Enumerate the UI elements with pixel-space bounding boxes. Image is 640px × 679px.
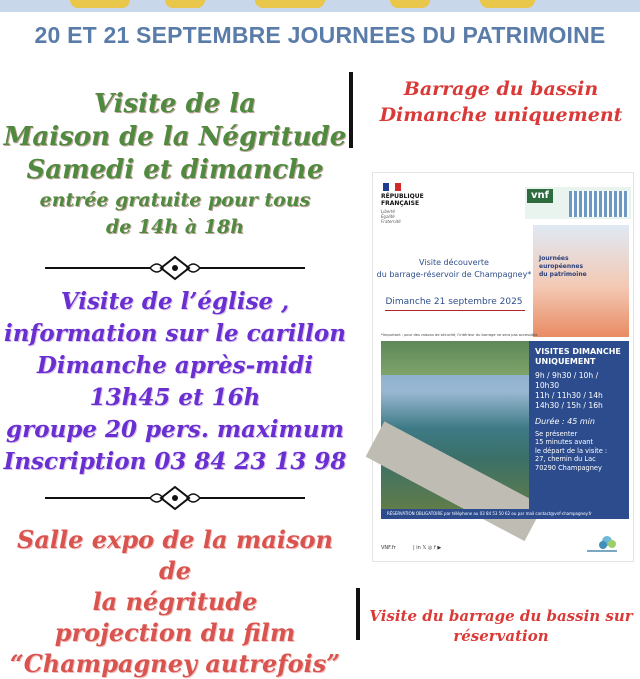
visit-duration: Durée : 45 min xyxy=(535,417,595,426)
poster-text xyxy=(539,255,587,279)
motto-line: Fraternité xyxy=(381,219,401,224)
vnf-site-link: VNF.fr xyxy=(381,545,396,551)
block1-small-line: entrée gratuite pour tous xyxy=(39,189,311,211)
block2-line: Inscription 03 84 23 13 98 xyxy=(3,448,347,475)
journees-patrimoine-logo-icon xyxy=(585,533,619,555)
banner-decoration xyxy=(480,0,535,8)
french-flag-icon xyxy=(383,183,401,191)
present-line: 15 minutes avant xyxy=(535,438,594,447)
present-line: Se présenter xyxy=(535,430,578,438)
date-underline xyxy=(385,310,525,311)
visits-heading-line: VISITES DIMANCHE xyxy=(535,347,621,356)
visits-heading xyxy=(535,347,623,367)
block3-line: Salle expo de la maison de xyxy=(17,525,333,585)
visit-time-line: 14h30 / 15h / 16h xyxy=(535,401,603,410)
gov-line: RÉPUBLIQUE xyxy=(381,193,424,200)
top-banner-band xyxy=(0,0,640,12)
poster-line: Journées xyxy=(539,255,569,262)
barrage-reservation-text xyxy=(362,606,640,646)
forest-area xyxy=(381,341,529,375)
motto-line: Égalité xyxy=(381,214,395,219)
motto-line: Liberté xyxy=(381,209,396,214)
block3-line: projection du film xyxy=(54,618,296,647)
block2-line: groupe 20 pers. maximum xyxy=(6,416,344,443)
block2-line: Visite de l’église , xyxy=(60,288,290,315)
dam-photo xyxy=(381,341,529,509)
ornamental-divider xyxy=(45,254,305,282)
vnf-flyer xyxy=(372,172,634,562)
present-line: 27, chemin du Lac xyxy=(535,455,596,464)
social-icons: | in 𝕏 ◎ f ▶ xyxy=(413,545,442,551)
block2-line: information sur le carillon xyxy=(4,320,346,347)
vnf-logo: vnf xyxy=(527,189,553,203)
flyer-safety-note: *Important : pour des raisons de sécurité, l'intérieur du barrage ne sera pas accessible xyxy=(381,333,538,337)
block1-line: Maison de la Négritude xyxy=(3,122,347,152)
block1-line: Samedi et dimanche xyxy=(26,155,324,185)
block3-line: la négritude xyxy=(92,587,258,616)
block1-small-line: de 14h à 18h xyxy=(105,216,245,238)
visits-panel xyxy=(529,341,629,509)
page-headline: 20 ET 21 SEPTEMBRE JOURNEES DU PATRIMOINE xyxy=(34,22,606,48)
visit-line: Visite découverte xyxy=(419,258,489,267)
waves-graphic xyxy=(569,191,629,217)
reservation-bar: RÉSERVATION OBLIGATOIRE par téléphone au 03 84 53 50 62 ou par mail contact@vnf-champagney.fr xyxy=(381,509,629,519)
dam-wall xyxy=(366,421,544,541)
flyer-visit-title xyxy=(373,257,535,281)
gov-motto xyxy=(381,209,401,224)
maison-negritude-block xyxy=(0,88,350,241)
column-separator xyxy=(349,72,353,148)
visit-time-line: 9h / 9h30 / 10h / 10h30 xyxy=(535,371,599,390)
republique-francaise-logo xyxy=(381,193,424,207)
journees-patrimoine-poster xyxy=(533,225,629,337)
poster-line: européennes xyxy=(539,263,584,270)
barrage-title xyxy=(362,76,640,128)
visit-line: du barrage-réservoir de Champagney* xyxy=(376,270,532,279)
block2-line: 13h45 et 16h xyxy=(89,384,261,411)
visits-heading-line: UNIQUEMENT xyxy=(535,357,596,366)
eglise-block xyxy=(0,286,350,478)
block2-line: Dimanche après-midi xyxy=(36,352,314,379)
gov-line: FRANÇAISE xyxy=(381,200,420,207)
visit-time-line: 11h / 11h30 / 14h xyxy=(535,391,603,400)
block3-line: “Champagney autrefois” xyxy=(9,649,341,678)
vnf-header-block xyxy=(525,187,631,219)
flyer-date: Dimanche 21 septembre 2025 xyxy=(385,297,523,307)
block1-line: Visite de la xyxy=(93,89,257,119)
poster-line: du patrimoine xyxy=(539,271,587,278)
ornamental-divider xyxy=(45,484,305,512)
banner-decoration xyxy=(390,0,430,8)
reservation-line: Visite du barrage du bassin sur xyxy=(369,607,633,625)
reservation-line: réservation xyxy=(453,627,549,645)
salle-expo-block xyxy=(0,524,350,679)
present-line: 70290 Champagney xyxy=(535,463,602,472)
banner-decoration xyxy=(165,0,205,8)
barrage-title-line: Dimanche uniquement xyxy=(379,104,623,126)
column-separator xyxy=(356,588,360,640)
banner-decoration xyxy=(70,0,130,8)
present-line: le départ de la visite : xyxy=(535,446,608,455)
barrage-title-line: Barrage du bassin xyxy=(403,78,599,100)
banner-decoration xyxy=(255,0,325,8)
